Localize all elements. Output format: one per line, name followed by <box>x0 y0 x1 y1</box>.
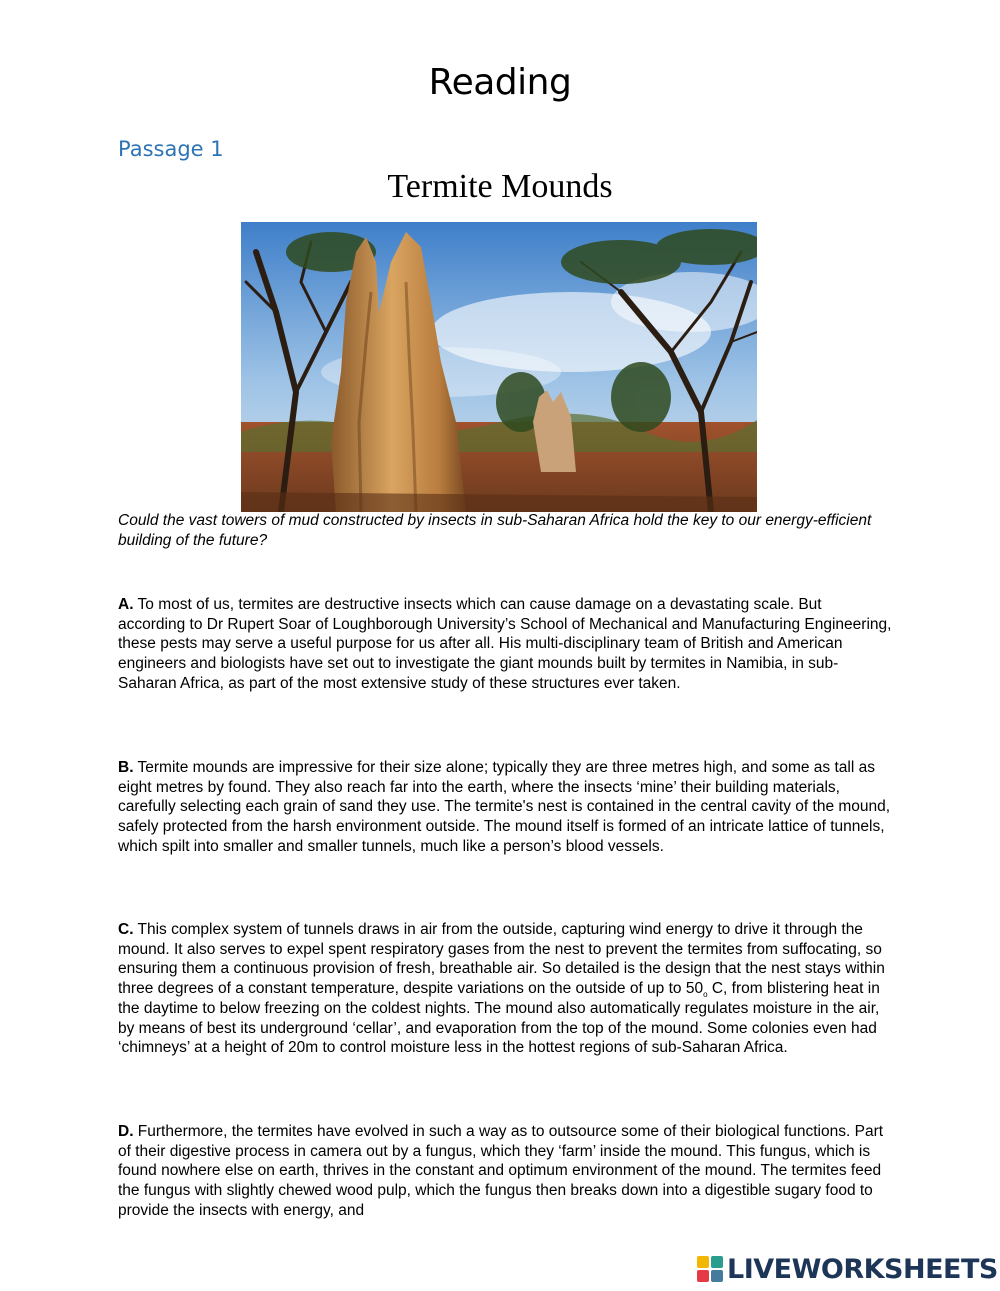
degree-symbol: o <box>703 990 708 1000</box>
paragraph-a <box>118 595 893 694</box>
paragraph-label: A. <box>118 596 134 613</box>
termite-mound-photo <box>241 222 757 512</box>
article-title: Termite Mounds <box>387 168 613 205</box>
paragraph-text: To most of us, termites are destructive insects which can cause damage on a devastating scale. But according to Dr Rupert Soar of Loughborough University’s School of Mechanical and Manufacturing Engineering, these pests may serve a useful purpose for us after all. His multi-disciplinary team of British and American engineers and biologists have set out to investigate the giant mounds built by termites in Namibia, in sub-Saharan Africa, as part of the most extensive study of these structures ever taken. <box>118 596 892 692</box>
paragraph-label: D. <box>118 1123 134 1140</box>
photo-caption: Could the vast towers of mud constructed by insects in sub-Saharan Africa hold the key to our energy-efficient building of the future? <box>118 512 872 549</box>
brand-name: LIVEWORKSHEETS <box>727 1253 998 1285</box>
page-title: Reading <box>428 62 572 103</box>
paragraph-label: C. <box>118 921 134 938</box>
paragraph-text: Termite mounds are impressive for their size alone; typically they are three metres high, and some as tall as eight metres by found. They also reach far into the earth, where the insects ‘mine’ their building materials, carefully selecting each grain of sand they use. The termite's nest is contained in the central cavity of the mound, safely protected from the harsh environment outside. The mound itself is formed of an intricate lattice of tunnels, which spilt into smaller and smaller tunnels, much like a person’s blood vessels. <box>118 759 891 855</box>
paragraph-text-continued: C, from blistering heat in the daytime to below freezing on the coldest nights. The mound also automatically regulates moisture in the air, by means of best its underground ‘cellar’, and evaporation from the top of the mound. Some colonies even had ‘chimneys’ at a height of 20m to control moisture less in the hottest regions of sub-Saharan Africa. <box>118 980 880 1057</box>
paragraph-label: B. <box>118 759 134 776</box>
liveworksheets-logo-icon <box>697 1256 723 1282</box>
paragraph-d <box>118 1122 893 1221</box>
paragraph-text: This complex system of tunnels draws in air from the outside, capturing wind energy to drive it through the mound. It also serves to expel spent respiratory gases from the nest to prevent the termites from suffocating, so ensuring them a continuous provision of fresh, breathable air. So detailed is the design that the nest stays within three degrees of a constant temperature, despite variations on the outside of up to 50 <box>118 921 885 998</box>
passage-heading: Passage 1 <box>118 137 224 161</box>
paragraph-b <box>118 758 893 857</box>
liveworksheets-brand[interactable] <box>697 1253 998 1285</box>
paragraph-text: Furthermore, the termites have evolved in such a way as to outsource some of their biological functions. Part of their digestive process in camera out by a fungus, which they ‘farm’ inside the mound. This fungus, which is found nowhere else on earth, thrives in the constant and optimum environment of the mound. The termites feed the fungus with slightly chewed wood pulp, which the fungus then breaks down into a digestible sugary food to provide the insects with energy, and <box>118 1123 884 1219</box>
paragraph-c <box>118 920 893 1058</box>
